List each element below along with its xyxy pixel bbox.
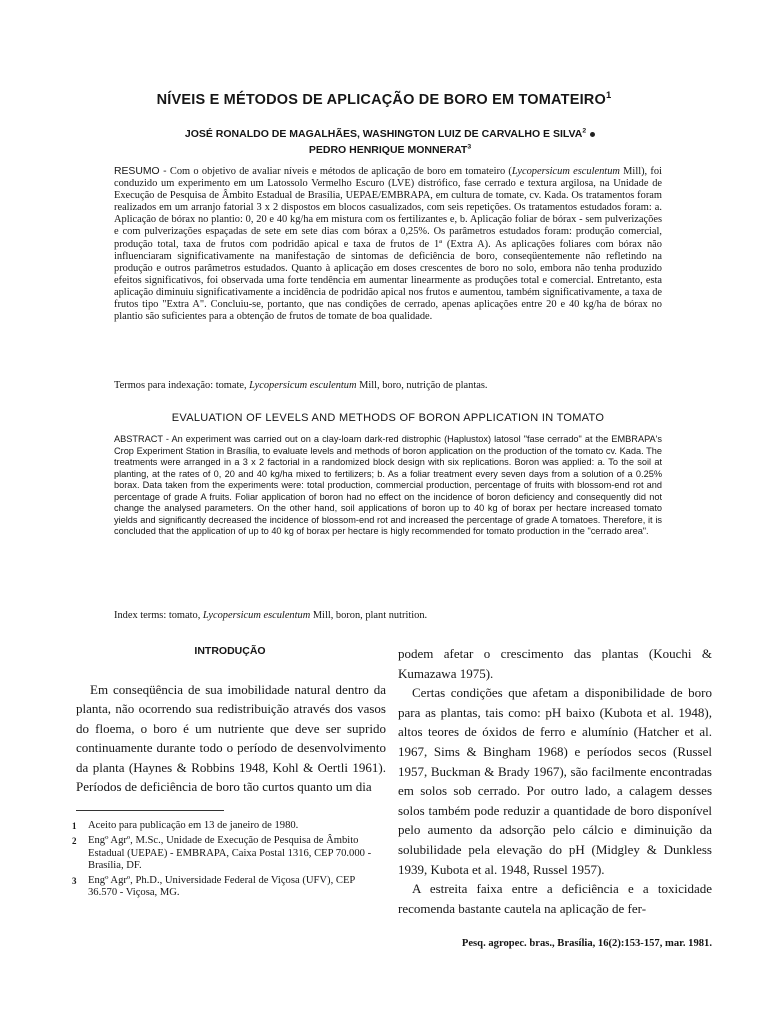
index-terms-label: Index terms:: [114, 610, 167, 621]
footnote-number: 1: [72, 821, 77, 831]
index-terms-species: Lycopersicum esculentum: [202, 610, 311, 621]
footnote-number: 2: [72, 836, 77, 847]
title-footnote-marker: 1: [605, 89, 612, 101]
article-title: [60, 89, 708, 108]
authors-line-1: JOSÉ RONALDO DE MAGALHÃES, WASHINGTON LUIZ DE CARVALHO E SILVA: [184, 128, 583, 140]
journal-citation: Pesq. agropec. bras., Brasília, 16(2):153-157, mar. 1981.: [461, 938, 712, 949]
intro-paragraph-left: Em conseqüência de sua imobilidade natural dentro da planta, não ocorrendo sua redistribuição através dos vasos do floema, o boro é um nutriente que deve ser suprido continuamente durante todo o período de desenvolvimento da planta (Haynes & Robbins 1948, Kohl & Oertli 1961). Períodos de deficiência de boro tão curtos quanto um dia: [76, 682, 386, 795]
index-terms-pt: [114, 380, 662, 392]
index-terms-text-a: tomato,: [166, 610, 203, 621]
abstract-label: ABSTRACT -: [114, 434, 169, 444]
right-column: [398, 644, 712, 918]
resumo-text-b: Mill), foi conduzido um experimento em um Latossolo Vermelho Escuro (LVE) distrófico, fase cerrado e textura argilosa, na Unidade de Execução de Pesquisa de Âmbito Estadual de Brasília, UEPAE/EMBRAPA, em cultura de tomate, cv. Kada. Os tratamentos foram realizados em um arranjo fatorial 3 x 2 dispostos em blocos casualizados, com seis repetições. Os tratamentos estudados foram: a. Aplicação de bórax no plantio: 0, 20 e 40 kg/ha em mistura com os fertilizantes e, b. Aplicação foliar de bórax - sem pulverizações e com pulverizações espaçadas de sete em sete dias com bórax a 0,25%. Os parâmetros estudados foram: produção comercial, produção total, taxa de frutos com podridão apical e taxa de frutos de 1ª (Extra A). As aplicações foliares com bórax não influenciaram significativamente na manifestação de sintomas de deficiência de boro, conseqüentemente não refletindo na produção e outros parâmetros estudados. Quanto à aplicação em doses crescentes de boro no solo, embora não tenha produzido efeitos significativos, foi observada uma forte tendência em aumentar linearmente as produções total e comercial. Entretanto, esta aplicação diminuiu significativamente a incidência de podridão apical nos frutos e aumentou, também significativamente, a taxa de frutos tipo "Extra A". Concluiu-se, portanto, que nas condições de cerrado, apenas aplicações entre 20 e 40 kg/ha de bórax no plantio são suficientes para a obtenção de frutos de tomate de boa qualidade.: [114, 166, 662, 323]
introduction-heading: INTRODUÇÃO: [194, 645, 266, 657]
termos-label: Termos para indexação:: [114, 380, 214, 391]
footnote-text: Engº Agrº, Ph.D., Universidade Federal de Viçosa (UFV), CEP 36.570 - Viçosa, MG.: [88, 875, 355, 899]
termos-text-b: Mill, boro, nutrição de plantas.: [356, 380, 488, 391]
abstract-text: An experiment was carried out on a clay-loam dark-red distrophic (Haplustox) latosol "fase cerrado" at the EMBRAPA's Crop Experiment Station in Brasília, to evaluate levels and methods of boron application on the production of the tomato cv. Kada. The treatments were arranged in a 3 x 2 factorial in a randomized block design with six replications. Boron was applied: a. To the soil at planting, at the rates of 0, 20 and 40 kg/ha mixed to fertilizers; b. As a foliar treatment every seven days from a solution of a 0.25% borax. Data taken from the experiments were: total production, commercial production, percentage of fruits with blossom-end rot and percentage of grade A fruits. Foliar application of boron had no effect on the incidence of boron deficiency and consequently did not change the analysed parameters. On the other hand, soil applications of boron up to 40 kg of borax per hectare increased tomato yields and significantly decreased the incidence of blossom-end rot and increased the percentage of grade A tomatoes. Therefore, it is concluded that the application of up to 40 kg of borax per hectare is higly recommended for tomato production in the "cerrado area".: [114, 434, 662, 536]
resumo-paragraph: [114, 166, 662, 323]
abstract-paragraph: [114, 434, 662, 538]
authors-footnote-marker-2: 2: [582, 127, 587, 135]
resumo-text-a: Com o objetivo de avaliar níveis e métodos de aplicação de boro em tomateiro (: [169, 166, 512, 177]
resumo-label: RESUMO -: [114, 166, 167, 177]
authors-footnote-marker-3: 3: [467, 143, 472, 151]
footnote: [72, 820, 386, 832]
intro-paragraph-right-2: Certas condições que afetam a disponibilidade de boro para as plantas, tais como: pH baixo (Kubota et al. 1948), altos teores de óxidos de ferro e alumínio (Hatcher et al. 1967, Sims & Bingham 1968) e períodos secos (Russel 1957, Buckman & Brady 1967), são facilmente encontradas em solos sob cerrado. Por outro lado, a calagem desses solos também pode reduzir a quantidade de boro disponível pelo aumento da adsorção pelo cálcio e diminuição da solubilidade pela elevação do pH (Midgley & Dunkless 1939, Kubota et al. 1948, Russel 1957).: [398, 685, 712, 877]
english-title: EVALUATION OF LEVELS AND METHODS OF BORON APPLICATION IN TOMATO: [171, 412, 605, 424]
left-column: [76, 680, 386, 796]
footnote: [72, 835, 386, 872]
footnote-text: Aceito para publicação em 13 de janeiro de 1980.: [88, 820, 299, 831]
footnote-number: 3: [72, 876, 77, 887]
termos-text-a: tomate,: [213, 380, 250, 391]
intro-paragraph-right-3: A estreita faixa entre a deficiência e a toxicidade recomenda bastante cautela na aplicação de fer-: [398, 881, 712, 916]
footnote-text: Engº Agrº, M.Sc., Unidade de Execução de Pesquisa de Âmbito Estadual (UEPAE) - EMBRAPA, Caixa Postal 1316, CEP 70.000 - Brasília, DF.: [88, 835, 372, 871]
bullet-dot: [590, 132, 595, 137]
index-terms-en: [114, 610, 662, 622]
footnote: [72, 875, 386, 900]
article-title-text: NÍVEIS E MÉTODOS DE APLICAÇÃO DE BORO EM TOMATEIRO: [156, 92, 606, 108]
index-terms-text-b: Mill, boron, plant nutrition.: [310, 610, 428, 621]
resumo-species: Lycopersicum esculentum: [511, 166, 620, 177]
termos-species: Lycopersicum esculentum: [249, 380, 357, 391]
footnote-divider: [76, 810, 224, 811]
authors-line-2: PEDRO HENRIQUE MONNERAT: [308, 144, 468, 156]
authors-block: [100, 126, 680, 158]
intro-paragraph-right-1: podem afetar o crescimento das plantas (Kouchi & Kumazawa 1975).: [398, 646, 712, 681]
footnotes: [72, 820, 386, 903]
